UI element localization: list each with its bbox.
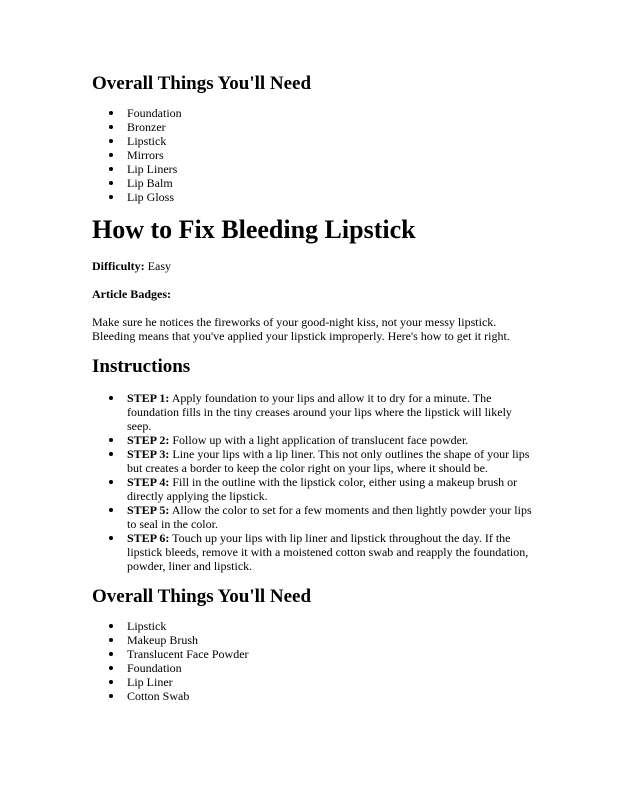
step-text: Line your lips with a lip liner. This not only outlines the shape of your lips but creates a border to keep the color right on your lips, where it should be.	[127, 447, 530, 475]
step-label: STEP 3:	[127, 447, 170, 461]
list-item: Foundation	[127, 661, 537, 675]
list-item: Foundation	[127, 106, 537, 120]
step-text: Apply foundation to your lips and allow it to dry for a minute. The foundation fills in the tiny creases around your lips where the lipstick will likely seep.	[127, 391, 512, 433]
step-label: STEP 5:	[127, 503, 170, 517]
list-item: Lipstick	[127, 619, 537, 633]
list-item: Lip Balm	[127, 176, 537, 190]
step-label: STEP 2:	[127, 433, 170, 447]
steps-list	[92, 391, 537, 573]
step-label: STEP 1:	[127, 391, 170, 405]
step-text: Touch up your lips with lip liner and lipstick throughout the day. If the lipstick bleeds, remove it with a moistened cotton swab and reapply the foundation, powder, liner and lipstick.	[127, 531, 529, 573]
list-item: Makeup Brush	[127, 633, 537, 647]
step-item	[127, 433, 537, 447]
step-label: STEP 4:	[127, 475, 170, 489]
list-item: Lip Liner	[127, 675, 537, 689]
list-item: Lip Gloss	[127, 190, 537, 204]
badges-line	[92, 287, 537, 301]
step-text: Allow the color to set for a few moments and then lightly powder your lips to seal in the color.	[127, 503, 532, 531]
list-item: Bronzer	[127, 120, 537, 134]
list-item: Translucent Face Powder	[127, 647, 537, 661]
step-text: Follow up with a light application of translucent face powder.	[172, 433, 469, 447]
list-item: Mirrors	[127, 148, 537, 162]
needs-list	[92, 106, 537, 204]
needs-section-title: Overall Things You'll Need	[92, 73, 312, 94]
step-item	[127, 447, 537, 475]
article-title: How to Fix Bleeding Lipstick	[92, 215, 416, 244]
intro-paragraph: Make sure he notices the fireworks of your good-night kiss, not your messy lipstick. Bleeding means that you've applied your lipstick improperly. Here's how to get it right.	[92, 315, 510, 343]
needs-section-title: Overall Things You'll Need	[92, 586, 312, 607]
difficulty-value: Easy	[147, 259, 171, 273]
step-item	[127, 531, 537, 573]
difficulty-line	[92, 259, 537, 273]
list-item: Cotton Swab	[127, 689, 537, 703]
step-item	[127, 503, 537, 531]
list-item: Lip Liners	[127, 162, 537, 176]
list-item: Lipstick	[127, 134, 537, 148]
step-item	[127, 475, 537, 503]
instructions-title: Instructions	[92, 356, 191, 377]
step-label: STEP 6:	[127, 531, 170, 545]
needs-list	[92, 619, 537, 703]
step-text: Fill in the outline with the lipstick color, either using a makeup brush or directly applying the lipstick.	[127, 475, 518, 503]
difficulty-label: Difficulty:	[92, 259, 145, 273]
step-item	[127, 391, 537, 433]
badges-label: Article Badges:	[92, 287, 171, 301]
